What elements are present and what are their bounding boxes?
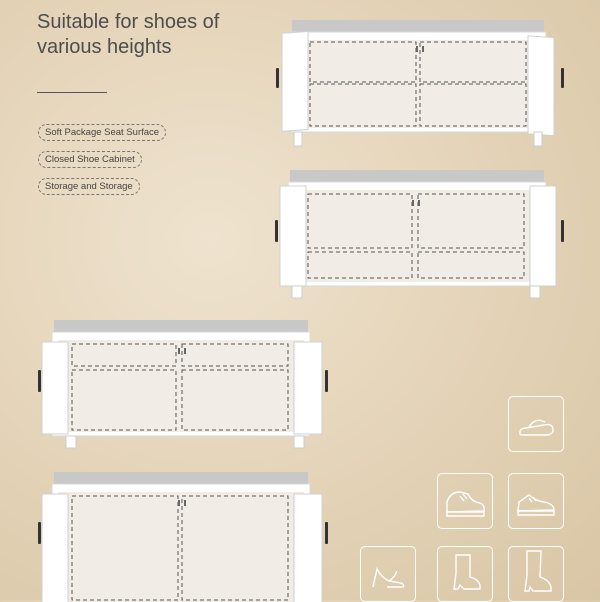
- high-heel-icon: [360, 546, 416, 602]
- bench-cabinet-config-2: [272, 170, 572, 300]
- feature-pill-storage: Storage and Storage: [38, 178, 140, 195]
- bench-cabinet-config-3: [38, 320, 338, 450]
- feature-pill-seat: Soft Package Seat Surface: [38, 124, 166, 141]
- sneaker-icon: [437, 473, 493, 529]
- slipper-icon: [508, 396, 564, 452]
- bench-cabinet-config-1: [272, 20, 572, 150]
- tall-boot-icon: [508, 546, 564, 602]
- headline: [37, 10, 297, 60]
- divider: [37, 92, 107, 93]
- running-shoe-icon: [508, 473, 564, 529]
- feature-pill-closed-cabinet: Closed Shoe Cabinet: [38, 151, 142, 168]
- headline-line-2: various heights: [37, 36, 172, 58]
- headline-line-1: Suitable for shoes of: [37, 11, 220, 33]
- bench-cabinet-config-4: [38, 472, 338, 600]
- ankle-boot-icon: [437, 546, 493, 602]
